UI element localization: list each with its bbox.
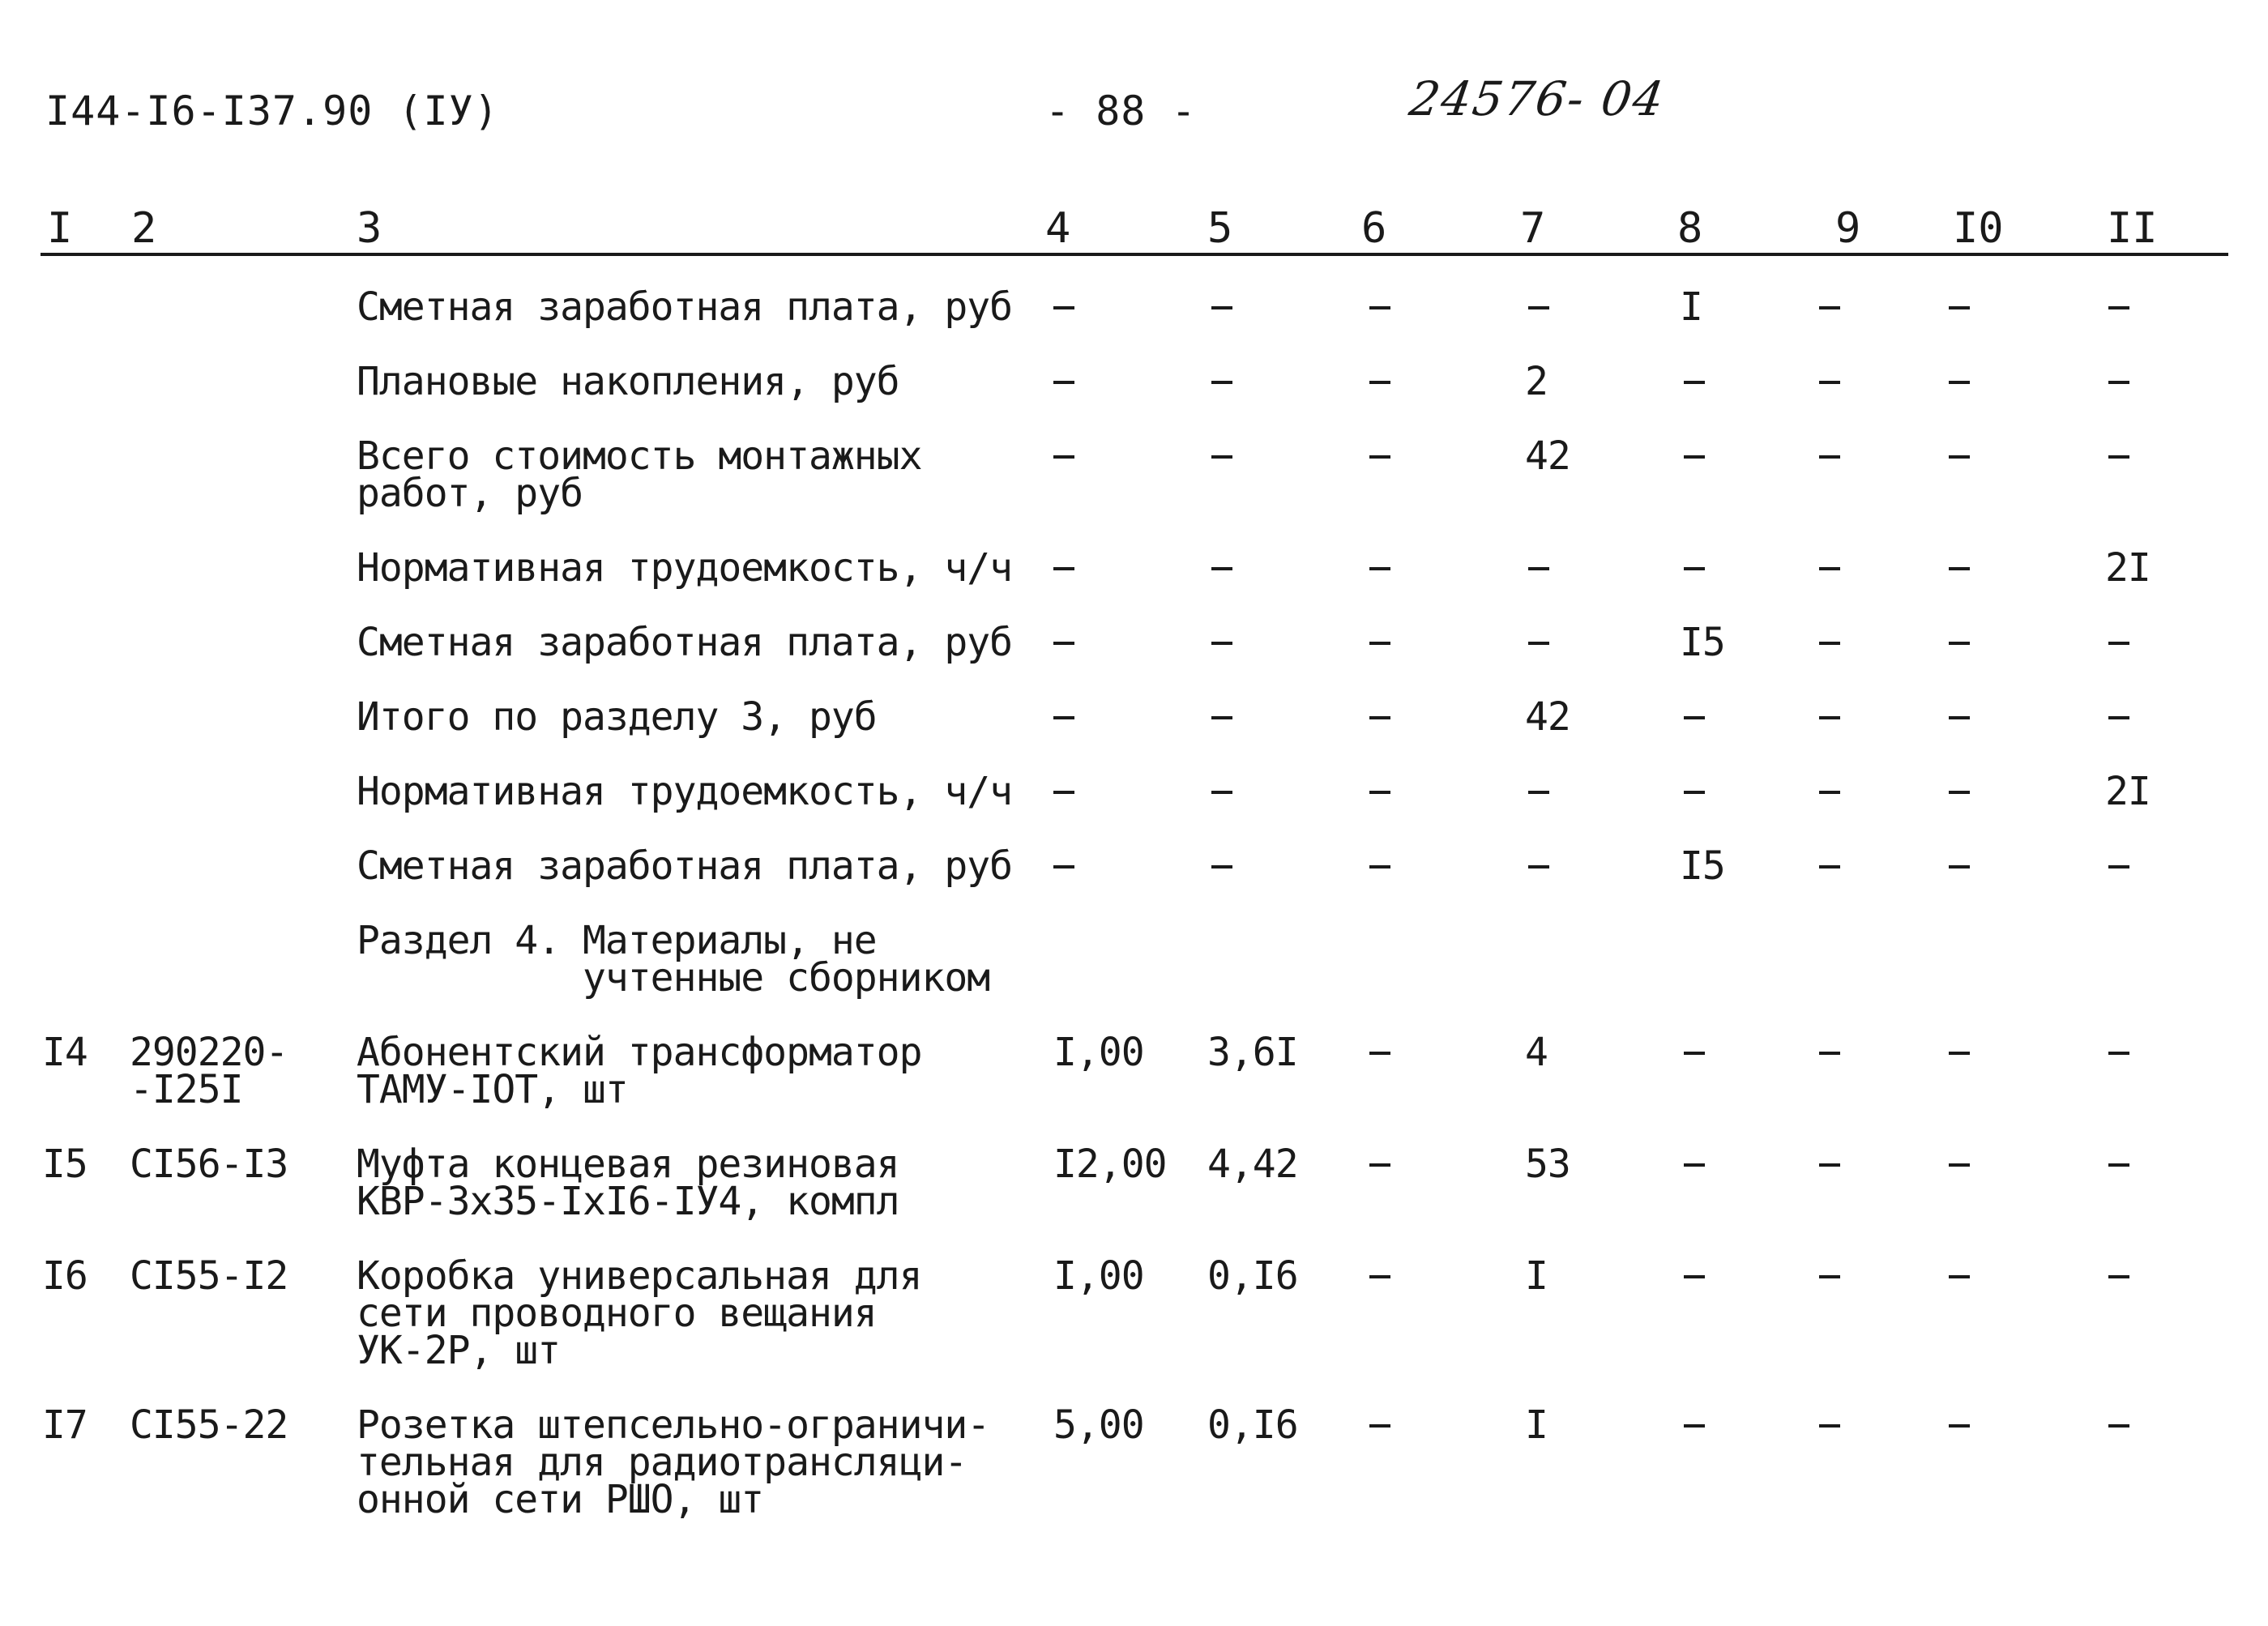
cell-col-7: 42 [1525, 433, 1570, 479]
column-header-8: 8 [1677, 204, 1703, 253]
table-row [0, 694, 2268, 740]
dash-mark [1053, 306, 1074, 309]
row-description: Нормативная трудоемкость, ч/ч [357, 769, 1013, 814]
dash-mark [1528, 567, 1549, 570]
column-header-9: 9 [1835, 204, 1861, 253]
cell-col-4: I,00 [1053, 1253, 1144, 1299]
dash-mark [1369, 642, 1390, 645]
dash-mark [1819, 1052, 1840, 1055]
dash-mark [1369, 1275, 1390, 1278]
cell-col-8: I5 [1680, 620, 1725, 665]
row-description: Сметная заработная плата, руб [357, 284, 1013, 330]
column-header-6: 6 [1361, 204, 1387, 253]
dash-mark [1819, 1163, 1840, 1167]
dash-mark [2108, 716, 2129, 719]
row-description: Коробка универсальная для сети проводного вещания УК-2Р, шт [357, 1253, 922, 1373]
dash-mark [2108, 1424, 2129, 1428]
dash-mark [2108, 1275, 2129, 1278]
handwritten-number: 24576- 04 [1406, 71, 1669, 126]
header-rule [41, 253, 2228, 256]
row-number: I7 [42, 1402, 88, 1448]
row-description: Всего стоимость монтажных работ, руб [357, 433, 922, 516]
dash-mark [1684, 455, 1705, 459]
dash-mark [1819, 791, 1840, 794]
dash-mark [2108, 1163, 2129, 1167]
column-header-1: I [47, 204, 73, 253]
row-description: Итого по разделу 3, руб [357, 694, 877, 740]
row-description: Сметная заработная плата, руб [357, 843, 1013, 889]
row-description: Розетка штепсельно-ограничи- тельная для радиотрансляци- онной сети РШО, шт [357, 1402, 990, 1522]
dash-mark [1369, 1052, 1390, 1055]
row-code: СI55-22 [130, 1402, 288, 1448]
dash-mark [1211, 791, 1232, 794]
dash-mark [1819, 642, 1840, 645]
dash-mark [2108, 306, 2129, 309]
cell-col-7: I [1525, 1253, 1548, 1299]
dash-mark [1684, 1052, 1705, 1055]
dash-mark [1211, 567, 1232, 570]
dash-mark [1684, 567, 1705, 570]
cell-col-4: 5,00 [1053, 1402, 1144, 1448]
row-description: Плановые накопления, руб [357, 359, 899, 404]
row-description: Абонентский трансформатор ТАМУ-IОТ, шт [357, 1030, 922, 1112]
table-row [0, 284, 2268, 330]
dash-mark [1053, 791, 1074, 794]
dash-mark [2108, 865, 2129, 868]
page-number: - 88 - [1045, 87, 1197, 134]
table-row [0, 1253, 2268, 1373]
dash-mark [1211, 306, 1232, 309]
dash-mark [1684, 381, 1705, 384]
row-code: СI56-I3 [130, 1142, 288, 1187]
cell-col-7: 2 [1525, 359, 1548, 404]
dash-mark [1819, 381, 1840, 384]
dash-mark [1211, 865, 1232, 868]
dash-mark [1369, 865, 1390, 868]
dash-mark [1053, 455, 1074, 459]
dash-mark [1369, 716, 1390, 719]
dash-mark [1949, 1163, 1970, 1167]
dash-mark [1528, 865, 1549, 868]
column-header-10: I0 [1953, 204, 2004, 253]
dash-mark [1211, 455, 1232, 459]
dash-mark [1949, 716, 1970, 719]
dash-mark [1949, 1424, 1970, 1428]
dash-mark [1819, 1275, 1840, 1278]
dash-mark [1053, 642, 1074, 645]
dash-mark [1369, 455, 1390, 459]
row-number: I6 [42, 1253, 88, 1299]
dash-mark [1684, 1163, 1705, 1167]
cell-col-5: 0,I6 [1207, 1253, 1298, 1299]
dash-mark [1053, 716, 1074, 719]
row-description: Муфта концевая резиновая КВР-3х35-IхI6-IУ4, компл [357, 1142, 899, 1224]
row-description: Сметная заработная плата, руб [357, 620, 1013, 665]
dash-mark [1949, 455, 1970, 459]
dash-mark [1528, 642, 1549, 645]
dash-mark [1819, 455, 1840, 459]
document-code: I44-I6-I37.90 (IУ) [45, 87, 499, 134]
dash-mark [1684, 1275, 1705, 1278]
cell-col-8: I5 [1680, 843, 1725, 889]
dash-mark [1949, 567, 1970, 570]
dash-mark [1819, 716, 1840, 719]
dash-mark [1528, 306, 1549, 309]
dash-mark [1819, 306, 1840, 309]
table-row [0, 433, 2268, 516]
dash-mark [1369, 381, 1390, 384]
row-code: 290220- -I25I [130, 1030, 288, 1112]
table-row [0, 843, 2268, 889]
dash-mark [1949, 381, 1970, 384]
table-row [0, 1402, 2268, 1522]
row-number: I4 [42, 1030, 88, 1075]
table-row [0, 620, 2268, 665]
dash-mark [1211, 381, 1232, 384]
cell-col-11: 2I [2105, 769, 2151, 814]
dash-mark [1369, 306, 1390, 309]
dash-mark [1819, 865, 1840, 868]
cell-col-5: 3,6I [1207, 1030, 1298, 1075]
cell-col-7: I [1525, 1402, 1548, 1448]
cell-col-5: 0,I6 [1207, 1402, 1298, 1448]
dash-mark [1211, 716, 1232, 719]
table-row [0, 1030, 2268, 1112]
section-heading-row [0, 918, 2268, 1001]
dash-mark [1819, 567, 1840, 570]
dash-mark [1949, 1052, 1970, 1055]
dash-mark [2108, 455, 2129, 459]
cell-col-7: 4 [1525, 1030, 1548, 1075]
dash-mark [1369, 1163, 1390, 1167]
cell-col-8: I [1680, 284, 1702, 330]
dash-mark [1949, 306, 1970, 309]
column-header-7: 7 [1520, 204, 1546, 253]
cell-col-5: 4,42 [1207, 1142, 1298, 1187]
dash-mark [1053, 567, 1074, 570]
dash-mark [1949, 865, 1970, 868]
column-header-11: II [2107, 204, 2158, 253]
dash-mark [1949, 791, 1970, 794]
section-heading: Раздел 4. Материалы, не учтенные сборником [357, 918, 990, 1001]
column-header-2: 2 [131, 204, 157, 253]
dash-mark [1053, 865, 1074, 868]
dash-mark [1369, 567, 1390, 570]
dash-mark [2108, 1052, 2129, 1055]
table-row [0, 359, 2268, 404]
table-row [0, 545, 2268, 591]
dash-mark [1369, 1424, 1390, 1428]
dash-mark [1053, 381, 1074, 384]
column-header-3: 3 [357, 204, 382, 253]
row-number: I5 [42, 1142, 88, 1187]
dash-mark [1684, 1424, 1705, 1428]
dash-mark [1369, 791, 1390, 794]
dash-mark [2108, 642, 2129, 645]
dash-mark [1684, 791, 1705, 794]
dash-mark [1528, 791, 1549, 794]
dash-mark [2108, 381, 2129, 384]
dash-mark [1949, 642, 1970, 645]
cell-col-11: 2I [2105, 545, 2151, 591]
cell-col-4: I,00 [1053, 1030, 1144, 1075]
row-code: СI55-I2 [130, 1253, 288, 1299]
dash-mark [1819, 1424, 1840, 1428]
row-description: Нормативная трудоемкость, ч/ч [357, 545, 1013, 591]
cell-col-4: I2,00 [1053, 1142, 1167, 1187]
cell-col-7: 42 [1525, 694, 1570, 740]
table-row [0, 769, 2268, 814]
column-header-5: 5 [1207, 204, 1233, 253]
dash-mark [1949, 1275, 1970, 1278]
dash-mark [1684, 716, 1705, 719]
cell-col-7: 53 [1525, 1142, 1570, 1187]
dash-mark [1211, 642, 1232, 645]
column-header-4: 4 [1045, 204, 1071, 253]
